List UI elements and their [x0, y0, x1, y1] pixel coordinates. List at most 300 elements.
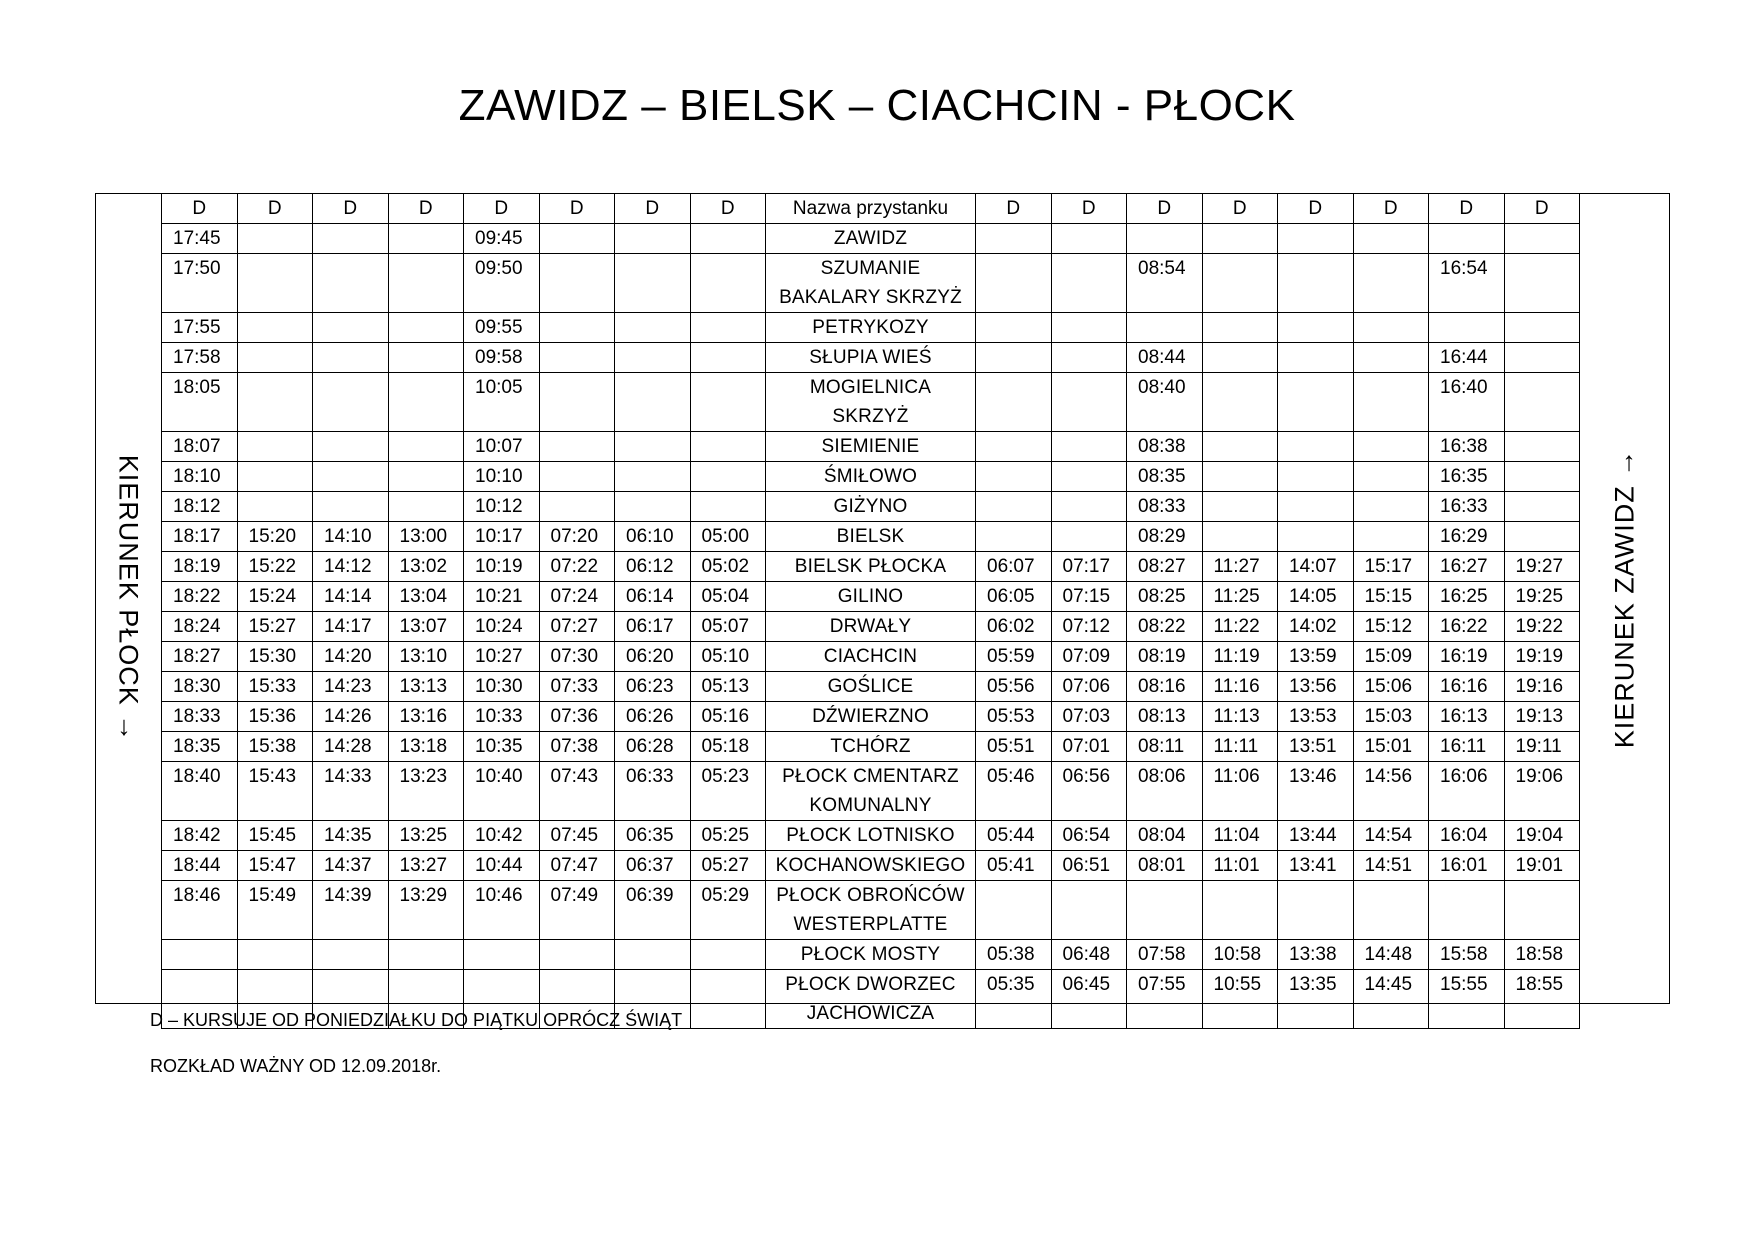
- time-cell: 18:19: [162, 552, 238, 582]
- time-cell: 13:35: [1278, 970, 1354, 1029]
- time-cell: [388, 313, 464, 343]
- time-cell: 13:38: [1278, 940, 1354, 970]
- time-cell: [313, 462, 389, 492]
- time-cell: 19:13: [1504, 702, 1580, 732]
- stop-name-cell: [766, 940, 976, 970]
- time-cell: 19:04: [1504, 821, 1580, 851]
- stop-name-cell: [766, 970, 976, 1029]
- time-cell: 10:19: [464, 552, 540, 582]
- time-cell: 18:27: [162, 642, 238, 672]
- time-cell: [1353, 373, 1429, 432]
- time-cell: 15:43: [237, 762, 313, 821]
- time-cell: [1504, 522, 1580, 552]
- time-cell: 14:02: [1278, 612, 1354, 642]
- time-cell: 07:43: [539, 762, 615, 821]
- time-cell: 14:23: [313, 672, 389, 702]
- time-cell: 05:29: [690, 881, 766, 940]
- time-cell: 08:11: [1127, 732, 1203, 762]
- time-cell: 05:00: [690, 522, 766, 552]
- stop-name-cell: [766, 224, 976, 254]
- time-cell: [1353, 462, 1429, 492]
- time-cell: 16:27: [1429, 552, 1505, 582]
- time-cell: 13:25: [388, 821, 464, 851]
- time-cell: [615, 492, 691, 522]
- table-row: [162, 224, 1580, 254]
- time-cell: 19:25: [1504, 582, 1580, 612]
- time-cell: 08:54: [1127, 254, 1203, 313]
- time-cell: [539, 343, 615, 373]
- stop-name-cell: [766, 343, 976, 373]
- timetable-body: [162, 224, 1580, 1029]
- direction-zawidz-label-container: [1580, 193, 1670, 1004]
- time-cell: 08:38: [1127, 432, 1203, 462]
- time-cell: 05:23: [690, 762, 766, 821]
- stop-name-line: SZUMANIE: [820, 258, 921, 279]
- time-cell: 10:07: [464, 432, 540, 462]
- table-row: [162, 254, 1580, 313]
- time-cell: [690, 462, 766, 492]
- time-cell: [539, 462, 615, 492]
- time-cell: 14:12: [313, 552, 389, 582]
- time-cell: [1051, 373, 1127, 432]
- time-cell: [1278, 373, 1354, 432]
- time-cell: 13:29: [388, 881, 464, 940]
- stop-name-line: PŁOCK MOSTY: [800, 944, 941, 965]
- time-cell: [1051, 881, 1127, 940]
- time-cell: 06:54: [1051, 821, 1127, 851]
- time-cell: 15:12: [1353, 612, 1429, 642]
- time-cell: 07:09: [1051, 642, 1127, 672]
- time-cell: 16:16: [1429, 672, 1505, 702]
- time-cell: 13:27: [388, 851, 464, 881]
- time-cell: 13:04: [388, 582, 464, 612]
- time-cell: 13:13: [388, 672, 464, 702]
- time-cell: 07:27: [539, 612, 615, 642]
- time-cell: [1278, 462, 1354, 492]
- header-cell-right: D: [1353, 194, 1429, 224]
- time-cell: 18:55: [1504, 970, 1580, 1029]
- time-cell: [539, 373, 615, 432]
- time-cell: 15:47: [237, 851, 313, 881]
- stop-name-cell: [766, 672, 976, 702]
- time-cell: 15:45: [237, 821, 313, 851]
- time-cell: [237, 492, 313, 522]
- header-stop-name: Nazwa przystanku: [766, 194, 976, 224]
- time-cell: 16:25: [1429, 582, 1505, 612]
- time-cell: 14:37: [313, 851, 389, 881]
- time-cell: [1504, 881, 1580, 940]
- time-cell: [690, 343, 766, 373]
- time-cell: 06:12: [615, 552, 691, 582]
- time-cell: [1127, 881, 1203, 940]
- time-cell: [690, 373, 766, 432]
- stop-name-line: PŁOCK CMENTARZ: [782, 766, 959, 787]
- time-cell: 07:12: [1051, 612, 1127, 642]
- time-cell: [388, 343, 464, 373]
- time-cell: 06:45: [1051, 970, 1127, 1029]
- time-cell: 17:58: [162, 343, 238, 373]
- time-cell: 15:09: [1353, 642, 1429, 672]
- time-cell: 08:35: [1127, 462, 1203, 492]
- time-cell: 18:22: [162, 582, 238, 612]
- time-cell: [1504, 254, 1580, 313]
- time-cell: 14:35: [313, 821, 389, 851]
- time-cell: [690, 940, 766, 970]
- time-cell: 14:56: [1353, 762, 1429, 821]
- time-cell: [1051, 432, 1127, 462]
- time-cell: 07:47: [539, 851, 615, 881]
- time-cell: 07:06: [1051, 672, 1127, 702]
- stop-name-line: PETRYKOZY: [812, 317, 929, 338]
- time-cell: [1504, 343, 1580, 373]
- table-row: [162, 373, 1580, 432]
- time-cell: 13:59: [1278, 642, 1354, 672]
- stop-name-line: BAKALARY SKRZYŻ: [779, 287, 962, 308]
- time-cell: 11:01: [1202, 851, 1278, 881]
- time-cell: [1278, 224, 1354, 254]
- header-cell-left: D: [313, 194, 389, 224]
- time-cell: [1353, 254, 1429, 313]
- time-cell: 14:26: [313, 702, 389, 732]
- time-cell: [313, 343, 389, 373]
- time-cell: 14:14: [313, 582, 389, 612]
- time-cell: [162, 940, 238, 970]
- time-cell: [237, 373, 313, 432]
- time-cell: 13:56: [1278, 672, 1354, 702]
- stop-name-cell: [766, 762, 976, 821]
- time-cell: [976, 254, 1052, 313]
- stop-name-line: SŁUPIA WIEŚ: [809, 347, 932, 368]
- time-cell: [1278, 492, 1354, 522]
- time-cell: [690, 492, 766, 522]
- time-cell: 05:35: [976, 970, 1052, 1029]
- time-cell: 16:19: [1429, 642, 1505, 672]
- time-cell: [1504, 313, 1580, 343]
- time-cell: [313, 940, 389, 970]
- header-cell-left: D: [388, 194, 464, 224]
- stop-name-cell: [766, 732, 976, 762]
- time-cell: [313, 432, 389, 462]
- header-cell-left: D: [237, 194, 313, 224]
- stop-name-line: BIELSK: [836, 526, 905, 547]
- time-cell: [237, 343, 313, 373]
- time-cell: [1202, 492, 1278, 522]
- time-cell: [690, 224, 766, 254]
- time-cell: 14:28: [313, 732, 389, 762]
- time-cell: 16:04: [1429, 821, 1505, 851]
- table-row: [162, 762, 1580, 821]
- table-row: [162, 821, 1580, 851]
- time-cell: 14:54: [1353, 821, 1429, 851]
- time-cell: [388, 373, 464, 432]
- time-cell: 15:17: [1353, 552, 1429, 582]
- table-row: [162, 672, 1580, 702]
- time-cell: [1051, 224, 1127, 254]
- time-cell: 10:42: [464, 821, 540, 851]
- time-cell: [1504, 432, 1580, 462]
- time-cell: 15:58: [1429, 940, 1505, 970]
- time-cell: 11:06: [1202, 762, 1278, 821]
- stop-name-cell: [766, 462, 976, 492]
- time-cell: 10:05: [464, 373, 540, 432]
- time-cell: [1429, 224, 1505, 254]
- time-cell: 07:58: [1127, 940, 1203, 970]
- time-cell: [1504, 224, 1580, 254]
- stop-name-cell: [766, 881, 976, 940]
- time-cell: 17:45: [162, 224, 238, 254]
- time-cell: 09:50: [464, 254, 540, 313]
- time-cell: [1353, 313, 1429, 343]
- time-cell: 13:00: [388, 522, 464, 552]
- time-cell: 07:22: [539, 552, 615, 582]
- time-cell: 05:04: [690, 582, 766, 612]
- time-cell: 07:38: [539, 732, 615, 762]
- table-row: [162, 612, 1580, 642]
- time-cell: [313, 313, 389, 343]
- time-cell: 10:21: [464, 582, 540, 612]
- time-cell: [1429, 881, 1505, 940]
- time-cell: 14:33: [313, 762, 389, 821]
- stop-name-cell: [766, 492, 976, 522]
- time-cell: 16:13: [1429, 702, 1505, 732]
- header-cell-left: D: [162, 194, 238, 224]
- time-cell: 15:03: [1353, 702, 1429, 732]
- time-cell: 18:58: [1504, 940, 1580, 970]
- time-cell: 18:24: [162, 612, 238, 642]
- time-cell: 13:41: [1278, 851, 1354, 881]
- time-cell: [313, 373, 389, 432]
- time-cell: [976, 432, 1052, 462]
- time-cell: [237, 432, 313, 462]
- time-cell: 05:53: [976, 702, 1052, 732]
- time-cell: [1202, 254, 1278, 313]
- time-cell: [539, 940, 615, 970]
- time-cell: [615, 343, 691, 373]
- time-cell: [615, 940, 691, 970]
- time-cell: [1278, 254, 1354, 313]
- time-cell: 10:17: [464, 522, 540, 552]
- time-cell: [237, 254, 313, 313]
- header-cell-left: D: [464, 194, 540, 224]
- time-cell: 16:29: [1429, 522, 1505, 552]
- header-cell-right: D: [1202, 194, 1278, 224]
- time-cell: [1429, 313, 1505, 343]
- time-cell: 08:16: [1127, 672, 1203, 702]
- time-cell: 10:58: [1202, 940, 1278, 970]
- time-cell: 07:24: [539, 582, 615, 612]
- time-cell: [1127, 313, 1203, 343]
- time-cell: 07:01: [1051, 732, 1127, 762]
- validity-note: ROZKŁAD WAŻNY OD 12.09.2018r.: [150, 1056, 442, 1076]
- time-cell: [615, 462, 691, 492]
- time-cell: [237, 224, 313, 254]
- time-cell: [1051, 492, 1127, 522]
- time-cell: 15:33: [237, 672, 313, 702]
- time-cell: 14:51: [1353, 851, 1429, 881]
- stop-name-cell: [766, 851, 976, 881]
- table-row: [162, 313, 1580, 343]
- table-row: [162, 732, 1580, 762]
- time-cell: 14:45: [1353, 970, 1429, 1029]
- time-cell: [1353, 432, 1429, 462]
- table-row: [162, 343, 1580, 373]
- stop-name-cell: [766, 373, 976, 432]
- time-cell: 14:39: [313, 881, 389, 940]
- time-cell: 10:35: [464, 732, 540, 762]
- time-cell: 15:22: [237, 552, 313, 582]
- header-cell-right: D: [1429, 194, 1505, 224]
- time-cell: 15:06: [1353, 672, 1429, 702]
- time-cell: 05:51: [976, 732, 1052, 762]
- table-row: [162, 702, 1580, 732]
- time-cell: [237, 313, 313, 343]
- header-cell-left: D: [539, 194, 615, 224]
- table-row: [162, 492, 1580, 522]
- time-cell: [1127, 224, 1203, 254]
- time-cell: 06:10: [615, 522, 691, 552]
- time-cell: 10:30: [464, 672, 540, 702]
- stop-name-line: PŁOCK LOTNISKO: [786, 825, 955, 846]
- time-cell: 18:05: [162, 373, 238, 432]
- stop-name-line: PŁOCK DWORZEC: [785, 974, 956, 995]
- time-cell: 07:49: [539, 881, 615, 940]
- time-cell: 08:44: [1127, 343, 1203, 373]
- time-cell: 15:15: [1353, 582, 1429, 612]
- time-cell: [615, 224, 691, 254]
- time-cell: 11:16: [1202, 672, 1278, 702]
- table-row: [162, 940, 1580, 970]
- time-cell: 18:42: [162, 821, 238, 851]
- table-row: [162, 462, 1580, 492]
- table-row: [162, 582, 1580, 612]
- time-cell: 11:13: [1202, 702, 1278, 732]
- time-cell: [1202, 373, 1278, 432]
- time-cell: 16:33: [1429, 492, 1505, 522]
- time-cell: 09:55: [464, 313, 540, 343]
- time-cell: 16:01: [1429, 851, 1505, 881]
- time-cell: [1202, 432, 1278, 462]
- time-cell: [1202, 343, 1278, 373]
- time-cell: [1278, 522, 1354, 552]
- time-cell: 07:03: [1051, 702, 1127, 732]
- header-cell-right: D: [1504, 194, 1580, 224]
- header-cell-left: D: [690, 194, 766, 224]
- time-cell: 10:10: [464, 462, 540, 492]
- stop-name-line: GILINO: [837, 586, 904, 607]
- time-cell: [388, 492, 464, 522]
- time-cell: [1353, 224, 1429, 254]
- time-cell: 14:07: [1278, 552, 1354, 582]
- time-cell: 15:01: [1353, 732, 1429, 762]
- time-cell: 18:17: [162, 522, 238, 552]
- time-cell: 14:17: [313, 612, 389, 642]
- time-cell: [1353, 522, 1429, 552]
- time-cell: 07:20: [539, 522, 615, 552]
- time-cell: 16:11: [1429, 732, 1505, 762]
- time-cell: 15:49: [237, 881, 313, 940]
- time-cell: 05:07: [690, 612, 766, 642]
- time-cell: 16:22: [1429, 612, 1505, 642]
- time-cell: 08:04: [1127, 821, 1203, 851]
- time-cell: 08:29: [1127, 522, 1203, 552]
- stop-name-cell: [766, 432, 976, 462]
- stop-name-cell: [766, 821, 976, 851]
- time-cell: 05:41: [976, 851, 1052, 881]
- time-cell: 19:19: [1504, 642, 1580, 672]
- time-cell: 05:25: [690, 821, 766, 851]
- time-cell: 13:02: [388, 552, 464, 582]
- time-cell: [464, 940, 540, 970]
- stop-name-cell: [766, 642, 976, 672]
- time-cell: [1051, 462, 1127, 492]
- time-cell: [690, 313, 766, 343]
- time-cell: [388, 224, 464, 254]
- time-cell: 19:27: [1504, 552, 1580, 582]
- time-cell: [976, 343, 1052, 373]
- direction-plock-label: KIERUNEK PŁOCK →: [113, 454, 144, 743]
- time-cell: 18:44: [162, 851, 238, 881]
- time-cell: [976, 462, 1052, 492]
- time-cell: 07:55: [1127, 970, 1203, 1029]
- time-cell: [615, 254, 691, 313]
- time-cell: 06:26: [615, 702, 691, 732]
- time-cell: 06:05: [976, 582, 1052, 612]
- time-cell: 14:20: [313, 642, 389, 672]
- time-cell: 10:44: [464, 851, 540, 881]
- stop-name-line: ŚMIŁOWO: [823, 466, 918, 487]
- stop-name-line: MOGIELNICA: [809, 377, 932, 398]
- time-cell: 10:40: [464, 762, 540, 821]
- stop-name-line: KOMUNALNY: [809, 795, 932, 816]
- stop-name-cell: [766, 522, 976, 552]
- stop-name-cell: [766, 702, 976, 732]
- time-cell: 10:55: [1202, 970, 1278, 1029]
- time-cell: 11:25: [1202, 582, 1278, 612]
- time-cell: [1504, 492, 1580, 522]
- table-row: [162, 881, 1580, 940]
- time-cell: [1202, 224, 1278, 254]
- time-cell: [615, 373, 691, 432]
- time-cell: 08:19: [1127, 642, 1203, 672]
- time-cell: 18:30: [162, 672, 238, 702]
- stop-name-cell: [766, 552, 976, 582]
- time-cell: 11:19: [1202, 642, 1278, 672]
- stop-name-line: ZAWIDZ: [833, 228, 908, 249]
- time-cell: 06:39: [615, 881, 691, 940]
- time-cell: 13:53: [1278, 702, 1354, 732]
- time-cell: 05:02: [690, 552, 766, 582]
- header-cell-right: D: [1127, 194, 1203, 224]
- time-cell: [313, 224, 389, 254]
- direction-plock-label-container: [95, 193, 161, 1004]
- time-cell: 08:22: [1127, 612, 1203, 642]
- time-cell: 07:45: [539, 821, 615, 851]
- table-row: [162, 432, 1580, 462]
- header-row: [162, 194, 1580, 224]
- time-cell: [539, 492, 615, 522]
- stop-name-cell: [766, 313, 976, 343]
- time-cell: [1051, 254, 1127, 313]
- time-cell: 13:23: [388, 762, 464, 821]
- time-cell: 13:07: [388, 612, 464, 642]
- time-cell: [1051, 343, 1127, 373]
- time-cell: [388, 432, 464, 462]
- time-cell: [976, 492, 1052, 522]
- time-cell: 06:20: [615, 642, 691, 672]
- time-cell: 06:14: [615, 582, 691, 612]
- time-cell: 19:22: [1504, 612, 1580, 642]
- time-cell: 19:16: [1504, 672, 1580, 702]
